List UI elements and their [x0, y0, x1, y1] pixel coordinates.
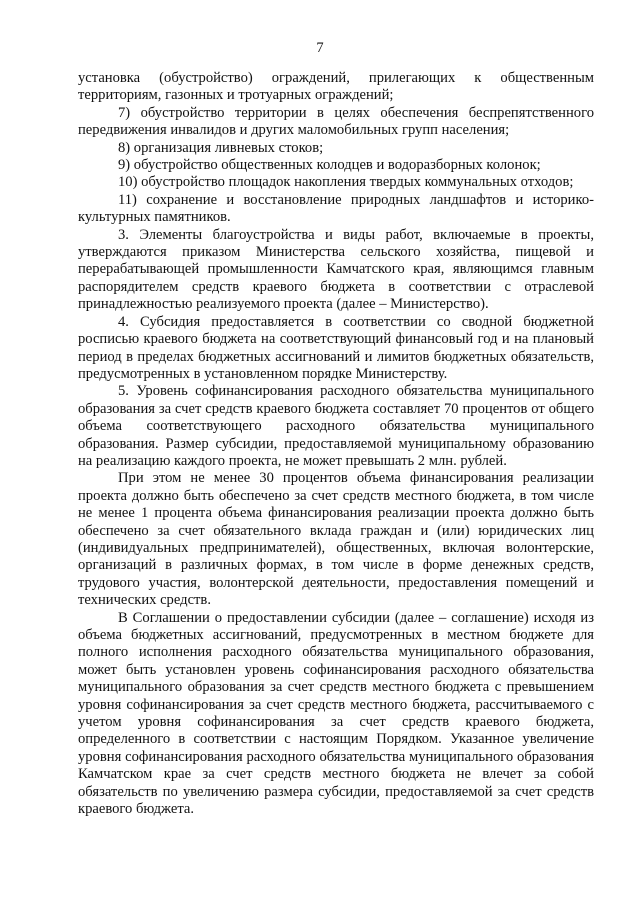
clause-5-cofinancing: При этом не менее 30 процентов объема финансирования реализации проекта должно быть обеспечено за счет средств местного бюджета, в том числе не менее 1 процента объема финансирования реализации проекта должно быть обеспечено за счет обязательного вклада граждан и (или) юридических лиц (индивидуальных предпринимателей), общественных, включая волонтерские, организаций в различных формах, в том числе в форме денежных средств, трудового участия, волонтерской деятельности, предоставления помещений и технических средств. — [78, 470, 594, 609]
clause-4: 4. Субсидия предоставляется в соответствии со сводной бюджетной росписью краевого бюджета на соответствующий финансовый год и на плановый период в пределах бюджетных ассигнований и лимитов бюджетных обязательств, предусмотренных в установленном порядке Министерству. — [78, 313, 594, 382]
list-item-8: 8) организация ливневых стоков; — [118, 139, 324, 156]
list-item-9: 9) обустройство общественных колодцев и водоразборных колонок; — [118, 157, 541, 174]
clause-5-agreement: В Соглашении о предоставлении субсидии (далее – соглашение) исходя из объема бюджетных ассигнований, предусмотренных в местном бюджете для полного исполнения расходного обязательства муниципального образования, может быть установлен уровень софинансирования расходного обязательства муниципального образования за счет средств местного бюджета с превышением уровня софинансирования за счет средств местного бюджета, рассчитываемого с учетом уровня софинансирования за счет средств краевого бюджета, определенного в соответствии с настоящим Порядком. Указанное увеличение уровня софинансирования расходного обязательства муниципального образования Камчатском крае за счет средств местного бюджета не влечет за собой обязательств по увеличению размера субсидии, предоставляемой за счет средств краевого бюджета. — [78, 609, 594, 818]
list-item-11: 11) сохранение и восстановление природных ландшафтов и историко-культурных памятников. — [78, 191, 594, 226]
clause-5: 5. Уровень софинансирования расходного обязательства муниципального образования за счет средств краевого бюджета составляет 70 процентов от общего объема соответствующего расходного обязательства муниципального образования. Размер субсидии, предоставляемой муниципальному образованию на реализацию каждого проекта, не может превышать 2 млн. рублей. — [78, 383, 594, 469]
document-body — [78, 70, 594, 818]
list-item-7: 7) обустройство территории в целях обеспечения беспрепятственного передвижения инвалидов и других маломобильных групп населения; — [78, 104, 594, 139]
clause-3: 3. Элементы благоустройства и виды работ, включаемые в проекты, утверждаются приказом Министерства сельского хозяйства, пищевой и перерабатывающей промышленности Камчатского края, являющимся главным распорядителем средств краевого бюджета в соответствии с отраслевой принадлежностью реализуемого проекта (далее – Министерство). — [78, 226, 594, 313]
page-number: 7 — [316, 40, 324, 56]
list-item-10: 10) обустройство площадок накопления твердых коммунальных отходов; — [118, 174, 574, 191]
paragraph-continuation: установка (обустройство) ограждений, прилегающих к общественным территориям, газонных и тротуарных ограждений; — [78, 70, 594, 104]
